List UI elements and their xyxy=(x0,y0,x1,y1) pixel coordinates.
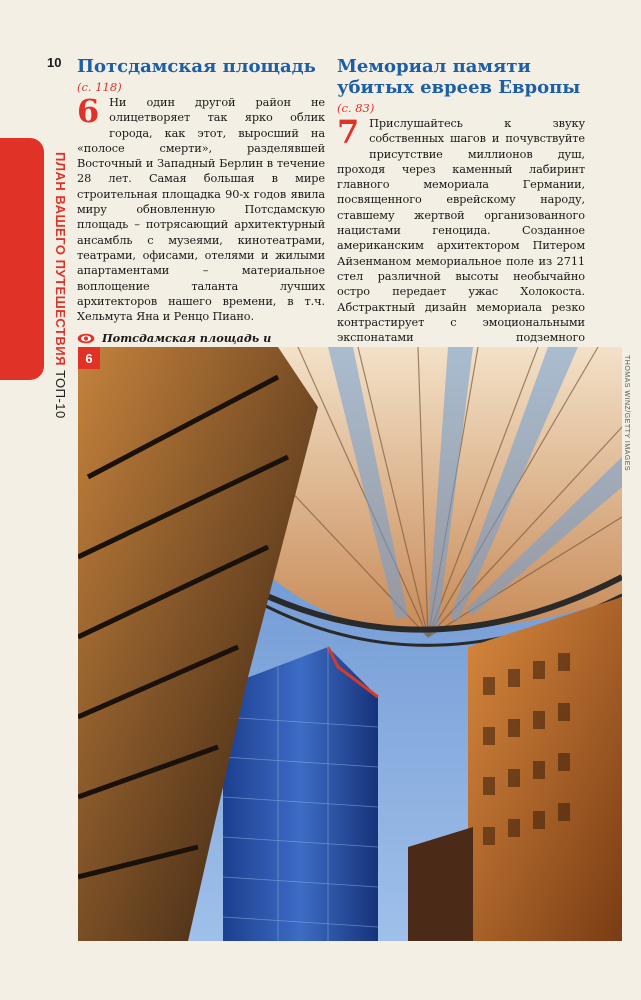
photo-illustration xyxy=(78,347,622,941)
page-number: 10 xyxy=(47,55,62,70)
page-reference[interactable]: (с. 83) xyxy=(337,101,375,115)
article-title: Потсдамская площадь xyxy=(77,56,316,77)
section-tab xyxy=(0,138,44,380)
article-holocaust-memorial xyxy=(337,56,585,383)
sony-center-photo xyxy=(78,347,622,941)
section-title: ПЛАН ВАШЕГО ПУТЕШЕСТВИЯ xyxy=(53,152,68,366)
district-link-label: Потсдамская площадь и xyxy=(102,331,272,346)
article-text: Ни один другой район не олицетворяет так ярко облик города, как этот, выросший на «полосе смерти», разделявшей Восточный и Западный Берлин в течение 28 лет. Самая большая в мире строительная площадка 90-х годов явила миру обновленную Потсдамскую площадь – потрясающий архитектурный ансамбль с музеями, кинотеатрами, театрами, офисами, отелями и жилыми апартаментами – материальное воплощение таланта лучших архитекторов нашего времени, в т.ч. Хельмута Яна и Ренцо Пиано. xyxy=(77,96,325,324)
eye-icon xyxy=(77,333,95,344)
article-body xyxy=(337,113,585,361)
section-part: ТОП-10 xyxy=(53,370,68,419)
section-label xyxy=(46,152,68,419)
article-title: Мемориал памяти убитых евреев Европы xyxy=(337,56,581,98)
article-potsdamer-platz xyxy=(77,56,325,361)
article-text: Прислушайтесь к звуку собственных шагов и почувствуйте присутствие миллионов душ, проходя через каменный лабиринт главного мемориала Германии, посвященного еврейскому народу, ставшему жертвой организованного нацистами геноцида. Созданное американским архитектором Питером Айзенманом мемориальное поле из 2711 стел различной высоты необычайно остро передает ужас Холокоста. Абстрактный дизайн мемориала резко контрастирует с эмоциональными экспонатами подземного xyxy=(337,117,585,345)
article-body xyxy=(77,92,325,324)
photo-credit: THOMAS WINZ/GETTY IMAGES xyxy=(623,355,630,472)
photo-number-badge: 6 xyxy=(78,347,100,369)
article-number: 7 xyxy=(337,113,360,151)
page-reference[interactable]: (с. 118) xyxy=(77,80,122,94)
article-number: 6 xyxy=(77,92,100,130)
